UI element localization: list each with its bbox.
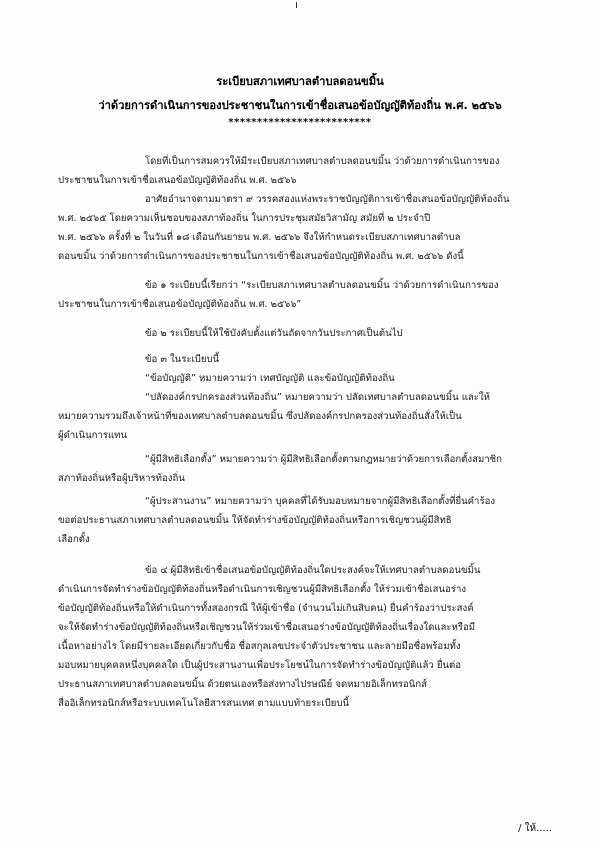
body-line: พ.ศ. ๒๕๖๖ ครั้งที่ ๒ ในวันที่ ๑๘ เดือนกันยายน พ.ศ. ๒๕๖๖ จึงให้กำหนดระเบียบสภาเทศบาลตำบล bbox=[58, 232, 461, 243]
definition-line: “ผู้มีสิทธิเลือกตั้ง” หมายความว่า ผู้มีสิทธิเลือกตั้งตามกฎหมายว่าด้วยการเลือกตั้งสมาชิก bbox=[145, 454, 502, 465]
definition-line: สภาท้องถิ่นหรือผู้บริหารท้องถิ่น bbox=[58, 473, 185, 484]
clause-4-line: ข้อ ๔ ผู้มีสิทธิเข้าชื่อเสนอข้อบัญญัติท้องถิ่นใดประสงค์จะให้เทศบาลตำบลดอนขมิ้น bbox=[145, 565, 481, 576]
clause-1-line: ประชาชนในการเข้าชื่อเสนอข้อบัญญัติท้องถิ่น พ.ศ. ๒๕๖๖” bbox=[58, 299, 302, 310]
body-line: พ.ศ. ๒๕๖๕ โดยความเห็นชอบของสภาท้องถิ่น ในการประชุมสมัยวิสามัญ สมัยที่ ๒ ประจำปี bbox=[58, 213, 431, 224]
definition-line: “ผู้ประสานงาน” หมายความว่า บุคคลที่ได้รับมอบหมายจากผู้มีสิทธิเลือกตั้งที่ยื่นคำร้อง bbox=[145, 496, 496, 507]
definition-line: ผู้ดำเนินการแทน bbox=[58, 430, 128, 441]
definition-line: ขอต่อประธานสภาเทศบาลตำบลดอนขมิ้น ให้จัดทำร่างข้อบัญญัติท้องถิ่นหรือการเชิญชวนผู้มีสิทธิ bbox=[58, 515, 452, 526]
body-line: ประชาชนในการเข้าชื่อเสนอข้อบัญญัติท้องถิ่น พ.ศ. ๒๕๖๖ bbox=[58, 175, 297, 186]
clause-3-heading: ข้อ ๓ ในระเบียบนี้ bbox=[145, 354, 220, 365]
clause-4-line: ประธานสภาเทศบาลตำบลดอนขมิ้น ด้วยตนเองหรือส่งทางไปรษณีย์ จดหมายอิเล็กทรอนิกส์ bbox=[58, 679, 428, 690]
document-subtitle: ว่าด้วยการดำเนินการของประชาชนในการเข้าชื่อเสนอข้อบัญญัติท้องถิ่น พ.ศ. ๒๕๖๖ bbox=[98, 99, 502, 112]
body-line: ดอนขมิ้น ว่าด้วยการดำเนินการของประชาชนในการเข้าชื่อเสนอข้อบัญญัติท้องถิ่น พ.ศ. ๒๕๖๖ ดังนี้ bbox=[58, 251, 464, 262]
definition-line: หมายความรวมถึงเจ้าหน้าที่ของเทศบาลตำบลดอนขมิ้น ซึ่งปลัดองค์กรปกครองส่วนท้องถิ่นสั่งให้เป็น bbox=[58, 411, 462, 422]
definition-line: เลือกตั้ง bbox=[58, 534, 90, 545]
definition-line: “ข้อบัญญัติ” หมายความว่า เทศบัญญัติ และข้อบัญญัติท้องถิ่น bbox=[145, 373, 395, 384]
clause-4-line: จะให้จัดทำร่างข้อบัญญัติท้องถิ่นหรือเชิญชวนให้ร่วมเข้าชื่อเสนอร่างข้อบัญญัติท้องถิ่นเรื่องใดและหรือมี bbox=[58, 622, 476, 633]
clause-4-line: มอบหมายบุคคลหนึ่งบุคคลใด เป็นผู้ประสานงานเพื่อประโยชน์ในการจัดทำร่างข้อบัญญัติแล้ว ยื่นต่อ bbox=[58, 660, 461, 671]
clause-4-line: สื่ออิเล็กทรอนิกส์หรือระบบเทคโนโลยีสารสนเทศ ตามแบบท้ายระเบียบนี้ bbox=[58, 698, 350, 709]
body-line: โดยที่เป็นการสมควรให้มีระเบียบสภาเทศบาลตำบลดอนขมิ้น ว่าด้วยการดำเนินการของ bbox=[145, 156, 500, 167]
title-separator: ************************* bbox=[228, 117, 372, 128]
body-line: อาศัยอำนาจตามมาตรา ๙ วรรคสองแห่งพระราชบัญญัติการเข้าชื่อเสนอข้อบัญญัติท้องถิ่น bbox=[145, 194, 510, 205]
clause-2-line: ข้อ ๒ ระเบียบนี้ให้ใช้บังคับตั้งแต่วันถัดจากวันประกาศเป็นต้นไป bbox=[145, 328, 403, 339]
definition-line: “ปลัดองค์กรปกครองส่วนท้องถิ่น” หมายความว่า ปลัดเทศบาลตำบลดอนขมิ้น และให้ bbox=[145, 392, 490, 403]
clause-1-line: ข้อ ๑ ระเบียบนี้เรียกว่า “ระเบียบสภาเทศบาลตำบลดอนขมิ้น ว่าด้วยการดำเนินการของ bbox=[145, 280, 499, 291]
document-title: ระเบียบสภาเทศบาลตำบลดอนขมิ้น bbox=[216, 75, 384, 88]
clause-4-line: ข้อบัญญัติท้องถิ่นหรือให้ดำเนินการทั้งสองกรณี ให้ผู้เข้าชื่อ (จำนวนไม่เกินสิบคน) ยื่นคำร้องว่าประสงค์ bbox=[58, 603, 474, 614]
page-mark bbox=[296, 2, 297, 8]
clause-4-line: เนื้อหาอย่างไร โดยมีรายละเอียดเกี่ยวกับชื่อ ชื่อสกุลเลขประจำตัวประชาชน และลายมือชื่อพร้อมทั้ง bbox=[58, 641, 461, 652]
page-continuation: / ให้..... bbox=[518, 823, 552, 834]
clause-4-line: ดำเนินการจัดทำร่างข้อบัญญัติท้องถิ่นหรือดำเนินการเชิญชวนผู้มีสิทธิเลือกตั้ง ให้ร่วมเข้าชื่อเสนอร่าง bbox=[58, 584, 467, 595]
